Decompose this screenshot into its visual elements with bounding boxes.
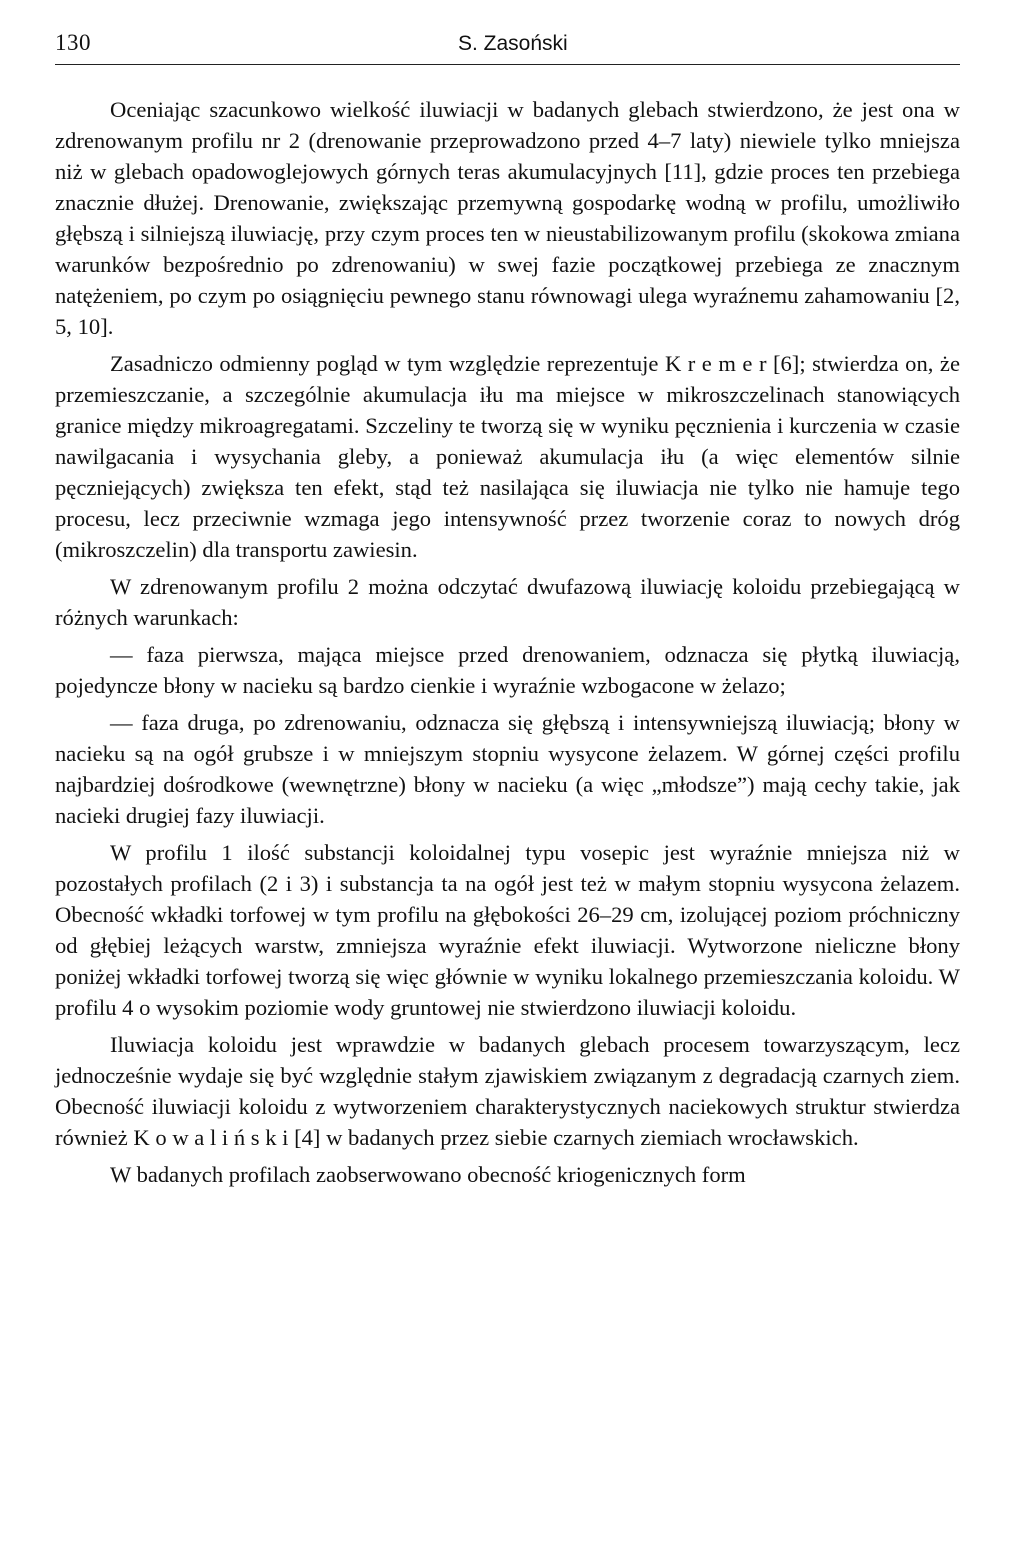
- page-number: 130: [55, 30, 91, 55]
- header-rule: [55, 64, 960, 65]
- list-item-phase-one: — faza pierwsza, mająca miejsce przed drenowaniem, odznacza się płytką iluwiacją, pojedyncze błony w nacieku są bardzo cienkie i wyraźnie wzbogacone w żelazo;: [55, 642, 960, 698]
- header-author: S. Zasoński: [458, 32, 568, 55]
- paragraph-cryogenic-forms: W badanych profilach zaobserwowano obecność kriogenicznych form: [110, 1162, 746, 1187]
- paragraph-two-phase-intro: W zdrenowanym profilu 2 można odczytać dwufazową iluwiację koloidu przebiegającą w różnych warunkach:: [55, 574, 960, 630]
- body-text: [55, 94, 960, 1196]
- paragraph-profile-1: W profilu 1 ilość substancji koloidalnej typu vosepic jest wyraźnie mniejsza niż w pozostałych profilach (2 i 3) i substancja ta na ogół jest też w małym stopniu wysycona żelazem. Obecność wkładki torfowej w tym profilu na głębokości 26–29 cm, izolującej poziom próchniczny od głębiej leżących warstw, zmniejsza wyraźnie efekt iluwiacji. Wytworzone nieliczne błony poniżej wkładki torfowej tworzą się więc głównie w wyniku lokalnego przemieszczania koloidu. W profilu 4 o wysokim poziomie wody gruntowej nie stwierdzono iluwiacji koloidu.: [55, 840, 960, 1020]
- running-header: [55, 30, 960, 64]
- paragraph-accompanying-process: Iluwiacja koloidu jest wprawdzie w badanych glebach procesem towarzyszącym, lecz jednocześnie wydaje się być względnie stałym zjawiskiem związanym z degradacją czarnych ziem. Obecność iluwiacji koloidu z wytworzeniem charakterystycznych naciekowych struktur stwierdza również K o w a l i ń s k i [4] w badanych przez siebie czarnych ziemiach wrocławskich.: [55, 1032, 960, 1150]
- paragraph-kremer-view: Zasadniczo odmienny pogląd w tym względzie reprezentuje K r e m e r [6]; stwierdza on, że przemieszczanie, a szczególnie akumulacja iłu ma miejsce w mikroszczelinach stanowiących granice między mikroagregatami. Szczeliny te tworzą się w wyniku pęcznienia i kurczenia w czasie nawilgacania i wysychania gleby, a ponieważ akumulacja iłu (a więc elementów silnie pęczniejących) zwiększa ten efekt, stąd też nasilająca się iluwiacja nie tylko nie hamuje tego procesu, lecz przeciwnie wzmaga jego intensywność przez tworzenie coraz to nowych dróg (mikroszczelin) dla transportu zawiesin.: [55, 351, 960, 562]
- paragraph-illuviation-drained-profile: Oceniając szacunkowo wielkość iluwiacji w badanych glebach stwierdzono, że jest ona w zdrenowanym profilu nr 2 (drenowanie przeprowadzono przed 4–7 laty) niewiele tylko mniejsza niż w glebach opadowoglejowych górnych teras akumulacyjnych [11], gdzie proces ten przebiega znacznie dłużej. Drenowanie, zwiększając przemywną gospodarkę wodną w profilu, umożliwiło głębszą i silniejszą iluwiację, przy czym proces ten w nieustabilizowanym profilu (skokowa zmiana warunków bezpośrednio po zdrenowaniu) w swej fazie początkowej przebiega ze znacznym natężeniem, po czym po osiągnięciu pewnego stanu równowagi ulega wyraźnemu zahamowaniu [2, 5, 10].: [55, 97, 960, 339]
- list-item-phase-two: — faza druga, po zdrenowaniu, odznacza się głębszą i intensywniejszą iluwiacją; błony w nacieku są na ogół grubsze i w mniejszym stopniu wysycone żelazem. W górnej części profilu najbardziej dośrodkowe (wewnętrzne) błony w nacieku (a więc „młodsze”) mają cechy takie, jak nacieki drugiej fazy iluwiacji.: [55, 710, 960, 828]
